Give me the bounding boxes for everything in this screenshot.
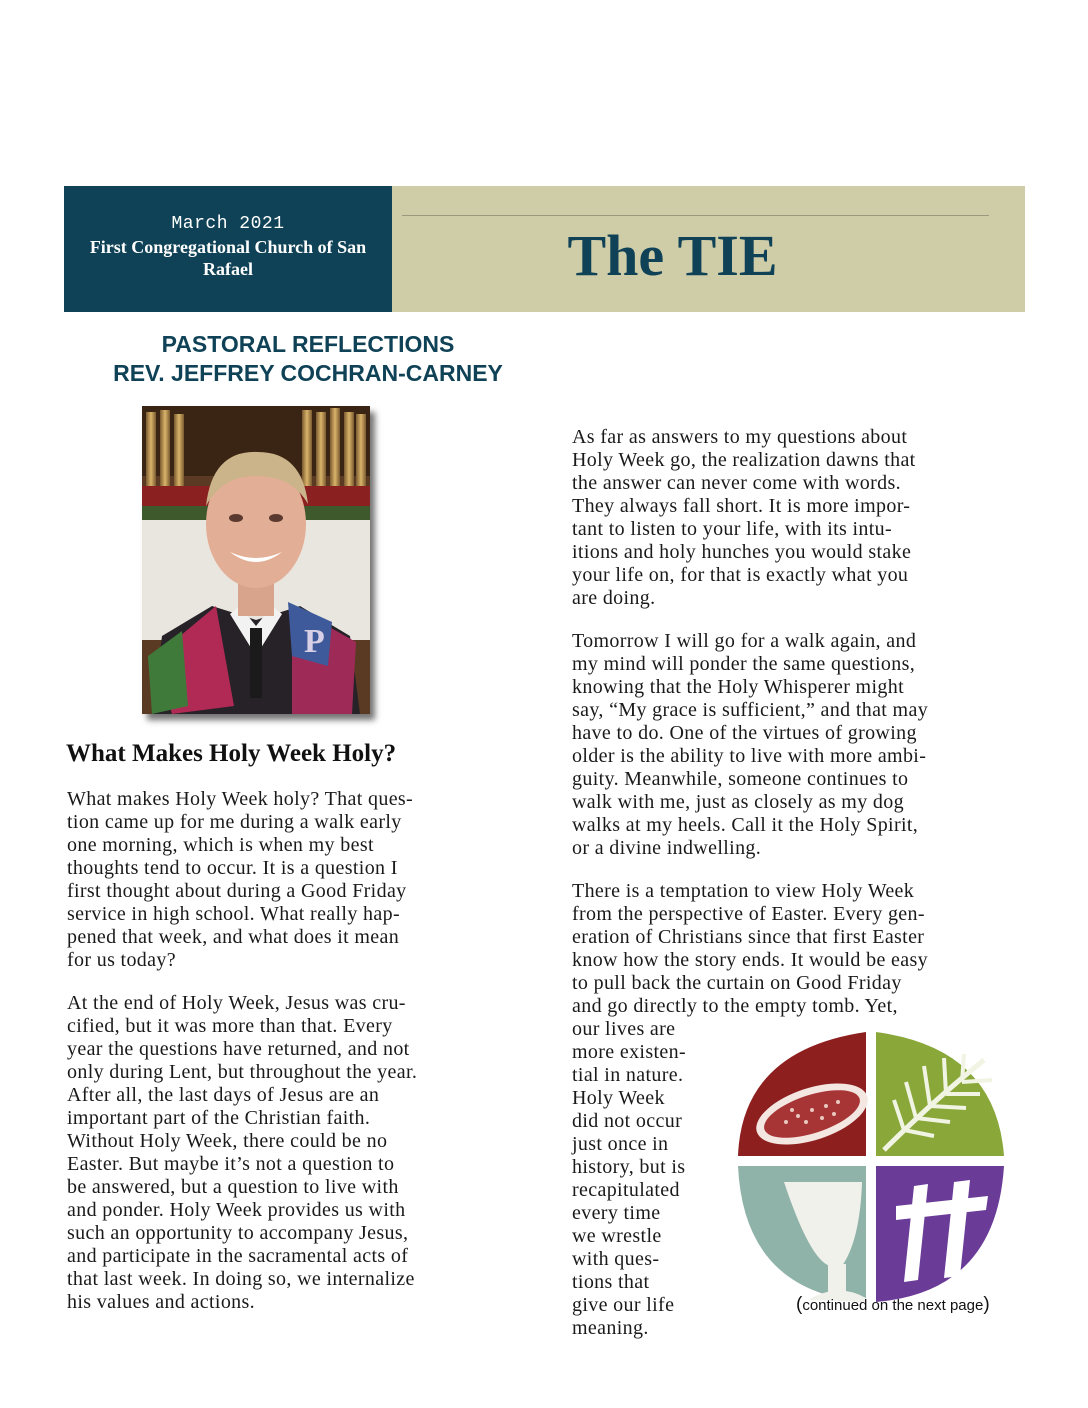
left-paragraph-1: What makes Holy Week holy? That ques- tion came up for me during a walk early one morning, which is when my best thoughts tend to occur. It is a question I first thought about during a Good Friday service in high school. What really hap- pened that week, and what does it mean for us today? <box>67 788 414 971</box>
left-paragraph-2: At the end of Holy Week, Jesus was cru- cified, but it was more than that. Every year the questions have returned, and not only during Lent, but throughout the year. After all, the last days of Jesus are an important part of the Christian faith. Without Holy Week, there could be no Easter. But maybe it’s not a question to be answered, but a question to live with and ponder. Holy Week provides us with such an opportunity to accompany Jesus, and participate in the sacramental acts of that last week. In doing so, we internalize his values and actions. <box>67 992 418 1313</box>
right-paragraph-1: As far as answers to my questions about Holy Week go, the realization dawns that the answer can never come with words. They always fall short. It is more impor- tant to listen to your life, with its intu- itions and holy hunches you would stake your life on, for that is exactly what you are doing. <box>572 426 916 609</box>
continued-text: continued on the next page <box>802 1297 984 1314</box>
pastor-portrait <box>142 406 370 714</box>
issue-date: March 2021 <box>171 214 285 234</box>
newsletter-title: The TIE <box>567 223 778 288</box>
article-title: What Makes Holy Week Holy? <box>66 740 397 767</box>
masthead-info <box>64 186 392 312</box>
header-rule <box>402 215 989 216</box>
svg-text:P: P <box>304 623 325 660</box>
masthead-title-panel <box>392 186 1025 312</box>
church-name: First Congregational Church of San Rafael <box>89 237 367 279</box>
continued-open-paren: ( <box>796 1294 803 1315</box>
holy-week-symbol-icon <box>734 1030 1006 1304</box>
right-paragraph-3-narrow: our lives are more existen- tial in nature. Holy Week did not occur just once in history, but is recapitulated every time we wrestle with ques- tions that give our life meaning. <box>572 1018 686 1339</box>
cross-quadrant <box>876 1166 1004 1302</box>
right-paragraph-3: There is a temptation to view Holy Week from the perspective of Easter. Every gen- eration of Christians since that first Easter know how the story ends. It would be easy to pull back the curtain on Good Friday and go directly to the empty tomb. Yet, <box>572 880 928 1017</box>
right-paragraph-2: Tomorrow I will go for a walk again, and my mind will ponder the same questions, knowing that the Holy Whisperer might say, “My grace is sufficient,” and that may have to do. One of the virtues of growing older is the ability to live with more ambi- guity. Meanwhile, someone continues to walk with me, just as closely as my dog walks at my heels. Call it the Holy Spirit, or a divine indwelling. <box>572 630 929 859</box>
continued-note <box>796 1294 990 1316</box>
continued-close-paren: ) <box>983 1294 990 1315</box>
section-heading-line1: PASTORAL REFLECTIONS <box>161 331 455 357</box>
section-heading-line2: REV. JEFFREY COCHRAN-CARNEY <box>113 360 503 386</box>
section-heading <box>64 330 552 388</box>
